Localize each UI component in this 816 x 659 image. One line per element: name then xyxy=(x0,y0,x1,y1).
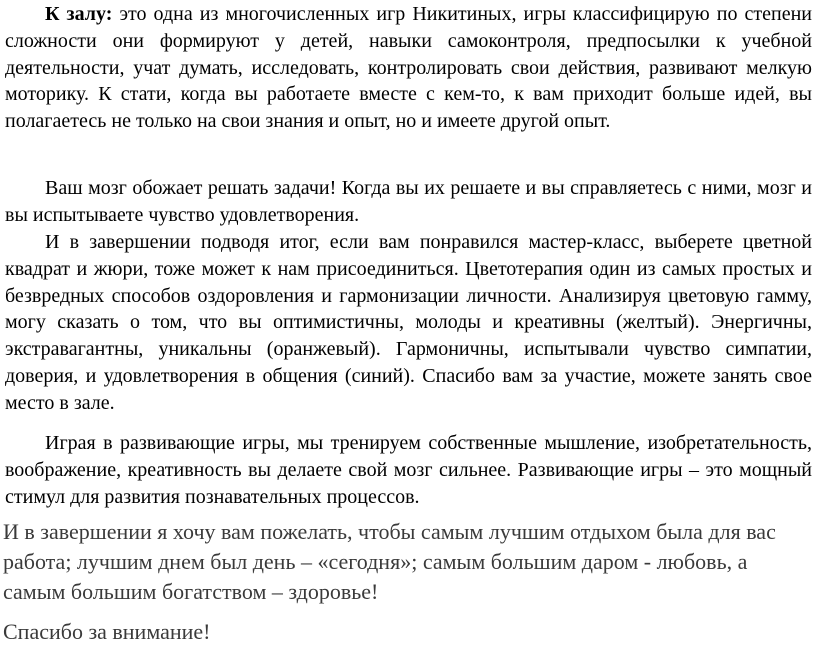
paragraph-intro xyxy=(5,1,812,135)
paragraph-lead-label: К залу: xyxy=(45,3,113,25)
paragraph-wishes: И в завершении я хочу вам пожелать, чтобы самым лучшим отдыхом была для вас работа; лучшим днем был день – «сегодня»; самым большим даром - любовь, а самым большим богатством – здоровье! xyxy=(3,519,776,604)
paragraph-games: Играя в развивающие игры, мы тренируем собственные мышление, изобретательность, воображение, креативность вы делаете свой мозг сильнее. Развивающие игры – это мощный стимул для развития познавательных процессов. xyxy=(5,432,812,508)
paragraph-intro-text: это одна из многочисленных игр Никитиных, игры классифицирую по степени сложности они формируют у детей, навыки самоконтроля, предпосылки к учебной деятельности, учат думать, исследовать, контролировать свои действия, развивают мелкую моторику. К стати, когда вы работаете вместе с кем-то, к вам приходит больше идей, вы полагаетесь не только на свои знания и опыт, но и имеете другой опыт. xyxy=(5,3,812,133)
paragraph-brain: Ваш мозг обожает решать задачи! Когда вы их решаете и вы справляетесь с ними, мозг и вы испытываете чувство удовлетворения. xyxy=(5,177,812,226)
closing-thanks: Спасибо за внимание! xyxy=(3,619,211,644)
paragraph-color-therapy: И в завершении подводя итог, если вам понравился мастер-класс, выберете цветной квадрат и жюри, тоже может к нам присоединиться. Цветотерапия один из самых простых и безвредных способов оздоровления и гармонизации личности. Анализируя цветовую гамму, могу сказать о том, что вы оптимистичны, молоды и креативны (желтый). Энергичны, экстравагантны, уникальны (оранжевый). Гармоничны, испытывали чувство симпатии, доверия, и удовлетворения в общения (синий). Спасибо вам за участие, можете занять свое место в зале. xyxy=(5,231,812,414)
